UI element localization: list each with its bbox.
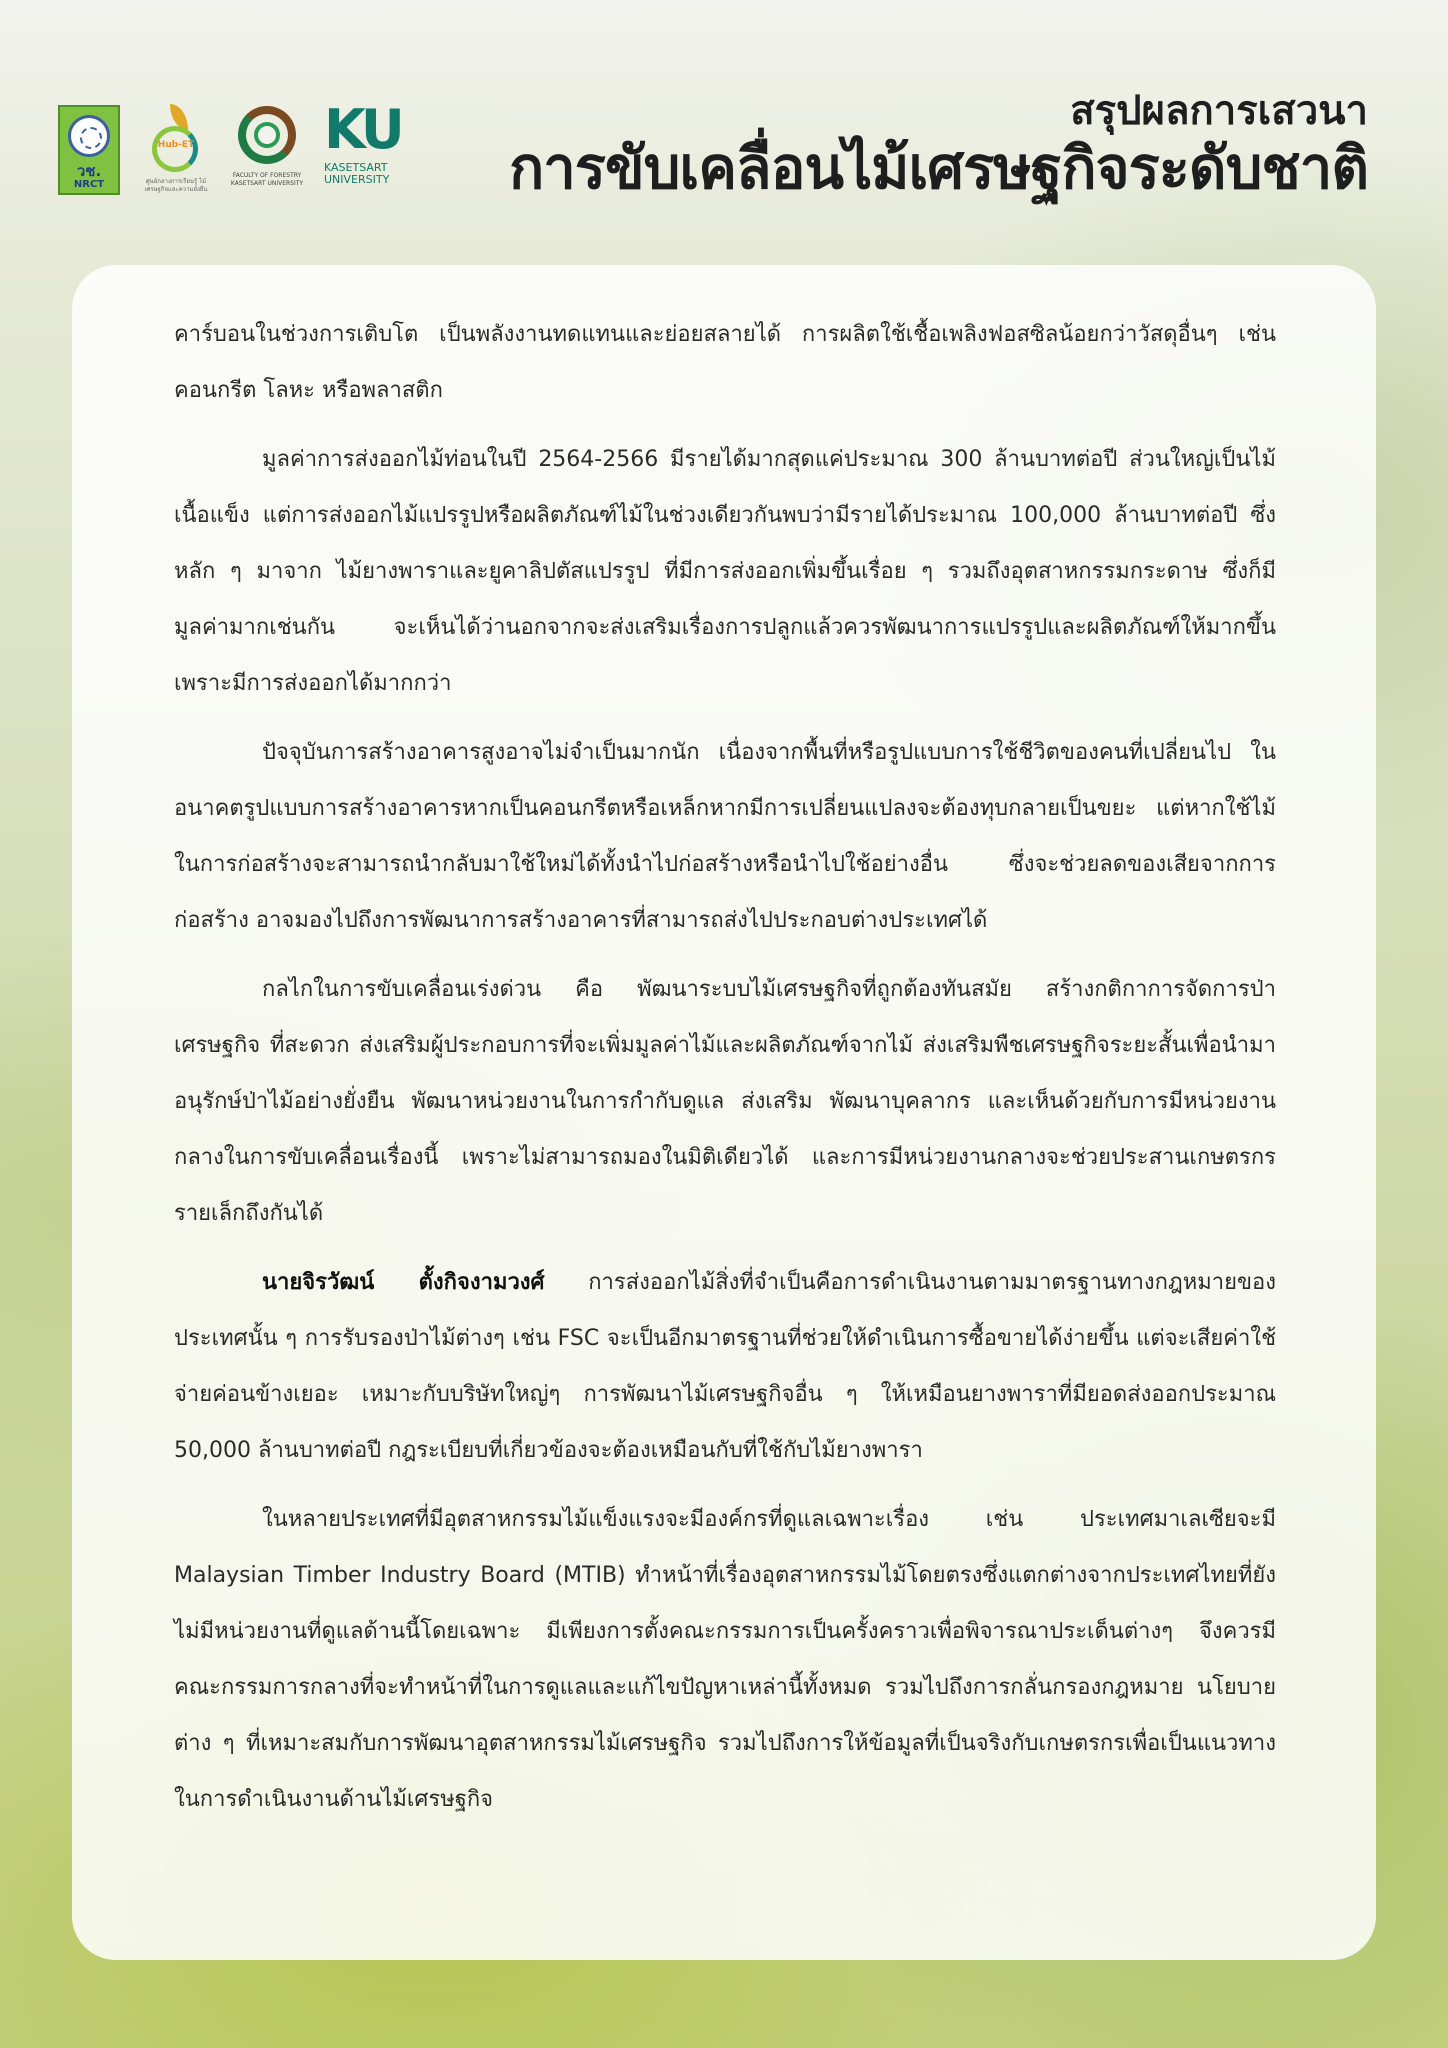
forestry-emblem-center-icon <box>254 122 280 148</box>
ku-logo-line2: UNIVERSITY <box>324 173 390 186</box>
nrct-logo-thai: วช. <box>76 162 102 180</box>
paragraph-5 <box>174 1255 1276 1479</box>
hub-et-logo-caption: ศูนย์กลางการเรียนรู้ ไม้เศรษฐกิจและความยั่งยืน <box>144 178 208 193</box>
paragraph-4: กลไกในการขับเคลื่อนเร่งด่วน คือ พัฒนาระบบไม้เศรษฐกิจที่ถูกต้องทันสมัย สร้างกติกาการจัดการป่าเศรษฐกิจ ที่สะดวก ส่งเสริมผู้ประกอบการที่จะเพิ่มมูลค่าไม้และผลิตภัณฑ์จากไม้ ส่งเสริมพืชเศรษฐกิจระยะสั้นเพื่อนำมาอนุรักษ์ป่าไม้อย่างยั่งยืน พัฒนาหน่วยงานในการกำกับดูแล ส่งเสริม พัฒนาบุคลากร และเห็นด้วยกับการมีหน่วยงานกลางในการขับเคลื่อนเรื่องนี้ เพราะไม่สามารถมองในมิติเดียวได้ และการมีหน่วยงานกลางจะช่วยประสานเกษตรกรรายเล็กถึงกันได้ <box>174 977 1276 1226</box>
kasetsart-logo <box>324 98 401 198</box>
forestry-logo-caption: FACULTY OF FORESTRY KASETSART UNIVERSITY <box>230 172 304 187</box>
nrct-logo <box>58 105 120 195</box>
nrct-logo-english: NRCT <box>73 179 105 190</box>
content-card <box>72 265 1376 1960</box>
hub-et-logo-name: Hub-ET <box>157 140 195 150</box>
logo-strip <box>58 100 420 200</box>
paragraph-1: คาร์บอนในช่วงการเติบโต เป็นพลังงานทดแทนและย่อยสลายได้ การผลิตใช้เชื้อเพลิงฟอสซิลน้อยกว่าวัสดุอื่นๆ เช่น คอนกรีต โลหะ หรือพลาสติก <box>174 322 1276 403</box>
nrct-seal-icon <box>68 115 110 157</box>
ku-logo-caption <box>324 162 389 186</box>
page-title: การขับเคลื่อนไม้เศรษฐกิจระดับชาติ <box>509 134 1368 202</box>
hub-et-logo <box>142 102 210 198</box>
paragraph-2: มูลค่าการส่งออกไม้ท่อนในปี 2564-2566 มีรายได้มากสุดแค่ประมาณ 300 ล้านบาทต่อปี ส่วนใหญ่เป็นไม้เนื้อแข็ง แต่การส่งออกไม้แปรรูปหรือผลิตภัณฑ์ไม้ในช่วงเดียวกันพบว่ามีรายได้ประมาณ 100,000 ล้านบาทต่อปี ซึ่งหลัก ๆ มาจาก ไม้ยางพาราและยูคาลิปตัสแปรรูป ที่มีการส่งออกเพิ่มขึ้นเรื่อย ๆ รวมถึงอุตสาหกรรมกระดาษ ซึ่งก็มีมูลค่ามากเช่นกัน จะเห็นได้ว่านอกจากจะส่งเสริมเรื่องการปลูกแล้วควรพัฒนาการแปรรูปและผลิตภัณฑ์ให้มากขึ้นเพราะมีการส่งออกได้มากกว่า <box>174 447 1276 696</box>
paragraph-5-text: การส่งออกไม้สิ่งที่จำเป็นคือการดำเนินงานตามมาตรฐานทางกฎหมายของประเทศนั้น ๆ การรับรองป่าไม้ต่างๆ เช่น FSC จะเป็นอีกมาตรฐานที่ช่วยให้ดำเนินการซื้อขายได้ง่ายขึ้น แต่จะเสียค่าใช้จ่ายค่อนข้างเยอะ เหมาะกับบริษัทใหญ่ๆ การพัฒนาไม้เศรษฐกิจอื่น ๆ ให้เหมือนยางพาราที่มียอดส่งออกประมาณ 50,000 ล้านบาทต่อปี กฎระเบียบที่เกี่ยวข้องจะต้องเหมือนกับที่ใช้กับไม้ยางพารา <box>174 1270 1276 1463</box>
paragraph-3: ปัจจุบันการสร้างอาคารสูงอาจไม่จำเป็นมากนัก เนื่องจากพื้นที่หรือรูปแบบการใช้ชีวิตของคนที่เปลี่ยนไป ในอนาคตรูปแบบการสร้างอาคารหากเป็นคอนกรีตหรือเหล็กหากมีการเปลี่ยนแปลงจะต้องทุบกลายเป็นขยะ แต่หากใช้ไม้ในการก่อสร้างจะสามารถนำกลับมาใช้ใหม่ได้ทั้งนำไปก่อสร้างหรือนำไปใช้อย่างอื่น ซึ่งจะช่วยลดของเสียจากการก่อสร้าง อาจมองไปถึงการพัฒนาการสร้างอาคารที่สามารถส่งไปประกอบต่างประเทศได้ <box>174 740 1276 933</box>
ku-logo-line1: KASETSART <box>324 161 388 174</box>
page-subtitle: สรุปผลการเสวนา <box>1070 88 1368 134</box>
speaker-name: นายจิรวัฒน์ ตั้งกิจงามวงศ์ <box>262 1270 545 1295</box>
forestry-faculty-logo <box>232 102 302 198</box>
ku-logo-initials: KU <box>324 98 401 161</box>
paragraph-6: ในหลายประเทศที่มีอุตสาหกรรมไม้แข็งแรงจะมีองค์กรที่ดูแลเฉพาะเรื่อง เช่น ประเทศมาเลเซียจะมี Malaysian Timber Industry Board (MTIB) ทำหน้าที่เรื่องอุตสาหกรรมไม้โดยตรงซึ่งแตกต่างจากประเทศไทยที่ยังไม่มีหน่วยงานที่ดูแลด้านนี้โดยเฉพาะ มีเพียงการตั้งคณะกรรมการเป็นครั้งคราวเพื่อพิจารณาประเด็นต่างๆ จึงควรมีคณะกรรมการกลางที่จะทำหน้าที่ในการดูแลและแก้ไขปัญหาเหล่านี้ทั้งหมด รวมไปถึงการกลั่นกรองกฎหมาย นโยบายต่าง ๆ ที่เหมาะสมกับการพัฒนาอุตสาหกรรมไม้เศรษฐกิจ รวมไปถึงการให้ข้อมูลที่เป็นจริงกับเกษตรกรเพื่อเป็นแนวทางในการดำเนินงานด้านไม้เศรษฐกิจ <box>174 1507 1276 1812</box>
